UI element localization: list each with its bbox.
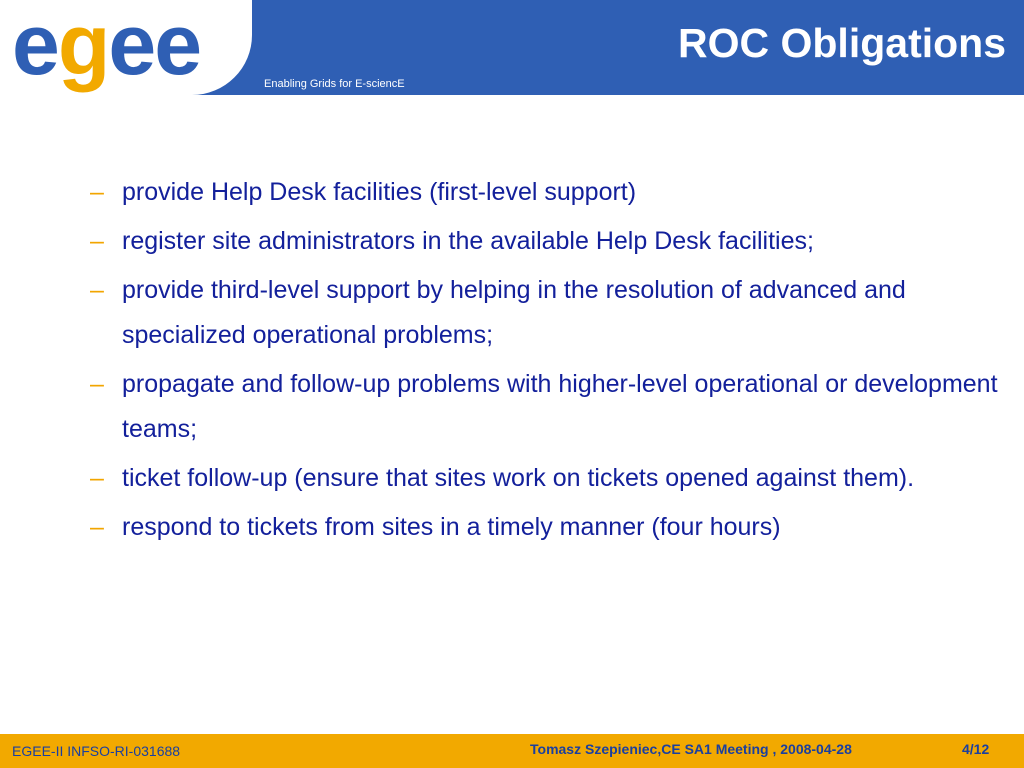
list-item (90, 456, 1010, 501)
page-number: 4/12 (962, 741, 990, 757)
footer-project-id: EGEE-II INFSO-RI-031688 (12, 743, 181, 759)
list-item (90, 362, 1010, 452)
list-item (90, 268, 1010, 358)
bullet-marker: – (90, 513, 104, 541)
bullet-marker: – (90, 276, 104, 304)
bullet-marker: – (90, 464, 104, 492)
svg-text:egee: egee (12, 0, 201, 93)
list-item (90, 219, 1010, 264)
bullet-marker: – (90, 227, 104, 255)
header-bar (0, 0, 1024, 95)
egee-logo (0, 0, 252, 95)
bullet-marker: – (90, 178, 104, 206)
bullet-marker: – (90, 370, 104, 398)
bullet-text: register site administrators in the available Help Desk facilities; (122, 227, 814, 255)
footer-author-meeting: Tomasz Szepieniec,CE SA1 Meeting , 2008-04-28 (530, 741, 852, 757)
slide-title: ROC Obligations (678, 20, 1006, 66)
footer-bar (0, 734, 1024, 768)
list-item (90, 505, 1010, 550)
header-subtitle: Enabling Grids for E-sciencE (264, 78, 405, 90)
bullet-list (90, 170, 1010, 554)
logo-area (0, 0, 252, 95)
bullet-text: provide third-level support by helping in the resolution of advanced and specialized operational problems; (122, 276, 906, 349)
list-item (90, 170, 1010, 215)
bullet-text: propagate and follow-up problems with higher-level operational or development teams; (122, 370, 998, 443)
bullet-text: ticket follow-up (ensure that sites work on tickets opened against them). (122, 464, 915, 492)
bullet-text: respond to tickets from sites in a timely manner (four hours) (122, 513, 781, 541)
bullet-text: provide Help Desk facilities (first-level support) (122, 178, 637, 206)
